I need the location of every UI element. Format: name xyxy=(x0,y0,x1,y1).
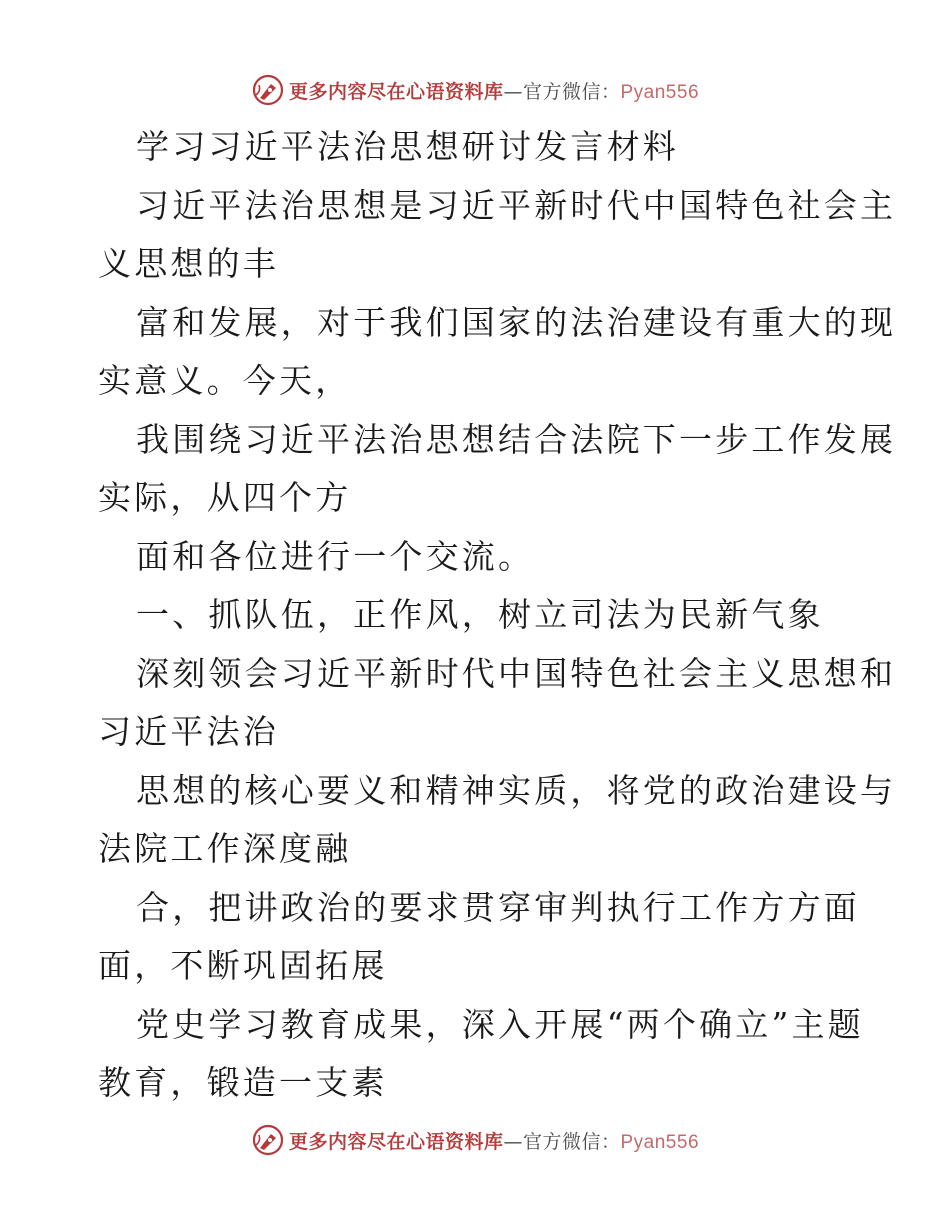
paragraph-line: 富和发展，对于我们国家的法治建设有重大的现 xyxy=(136,302,897,342)
document-body xyxy=(98,118,897,1113)
paragraph-line: 实际，从四个方 xyxy=(98,478,352,517)
paragraph-line: 我围绕习近平法治思想结合法院下一步工作发展 xyxy=(136,419,897,459)
header-banner xyxy=(0,70,950,110)
paragraph-line: 面，不断巩固拓展 xyxy=(98,946,388,985)
paragraph-line: 教育，锻造一支素 xyxy=(98,1063,388,1102)
paragraph-line: 面和各位进行一个交流。 xyxy=(136,536,535,576)
paragraph-line: 实意义。今天， xyxy=(98,361,352,400)
paragraph-line: 习近平法治思想是习近平新时代中国特色社会主 xyxy=(136,185,897,225)
paragraph-line: 党史学习教育成果，深入开展“两个确立”主题 xyxy=(136,1004,864,1044)
paragraph-line: 法院工作深度融 xyxy=(98,829,352,868)
banner-site-name: 更多内容尽在心语资料库 xyxy=(288,1130,504,1153)
paragraph-line: 义思想的丰 xyxy=(98,244,279,283)
document-title: 学习习近平法治思想研讨发言材料 xyxy=(136,127,679,166)
paragraph-line: 合，把讲政治的要求贯穿审判执行工作方方面 xyxy=(136,887,860,927)
paragraph-line: 习近平法治 xyxy=(98,712,279,751)
pen-nib-circle-icon xyxy=(251,73,285,107)
paragraph-line: 深刻领会习近平新时代中国特色社会主义思想和 xyxy=(136,653,897,693)
footer-banner xyxy=(0,1120,950,1160)
banner-wechat-id: Pyan556 xyxy=(620,81,700,103)
banner-site-name: 更多内容尽在心语资料库 xyxy=(288,80,504,103)
banner-wechat-label: —官方微信： xyxy=(503,80,621,103)
section-heading: 一、抓队伍，正作风，树立司法为民新气象 xyxy=(136,595,824,634)
banner-wechat-id: Pyan556 xyxy=(620,1131,700,1153)
banner-wechat-label: —官方微信： xyxy=(503,1130,621,1153)
pen-nib-circle-icon xyxy=(251,1123,285,1157)
paragraph-line: 思想的核心要义和精神实质，将党的政治建设与 xyxy=(136,770,897,810)
